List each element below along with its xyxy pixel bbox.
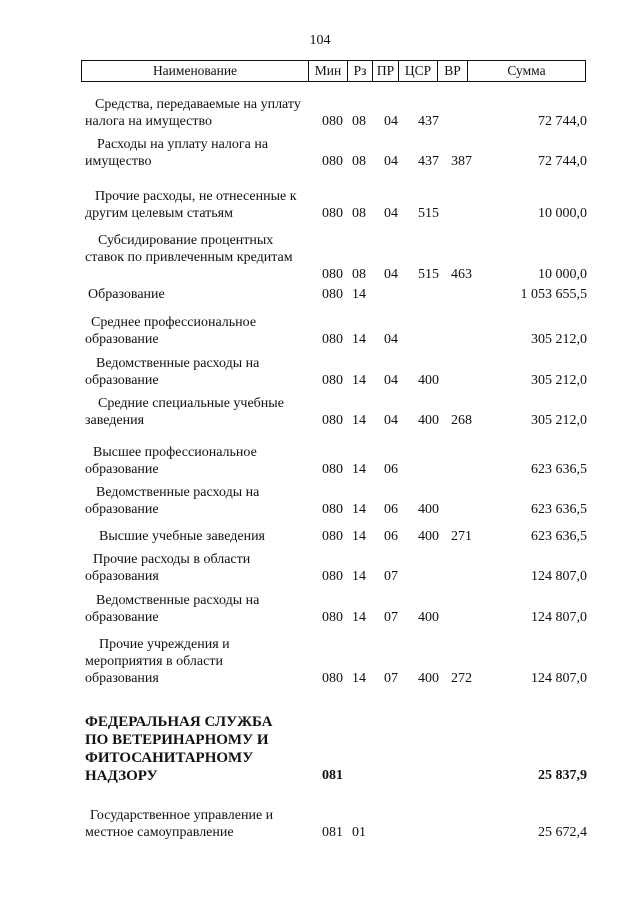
row-name: Расходы на уплату налога на имущество xyxy=(85,137,269,169)
row-rz: 14 xyxy=(352,332,366,347)
row-min: 080 xyxy=(322,154,343,169)
row-pr: 04 xyxy=(384,267,398,282)
row-rz: 01 xyxy=(352,825,366,840)
row-sum: 10 000,0 xyxy=(538,206,587,221)
row-name: Ведомственные расходы на образование xyxy=(85,593,260,625)
row-pr: 04 xyxy=(384,413,398,428)
row-min: 081 xyxy=(322,825,343,840)
row-name: Среднее профессиональное образование xyxy=(85,315,257,347)
row-sum: 25 837,9 xyxy=(538,768,587,783)
row-vr: 271 xyxy=(451,529,472,544)
row-pr: 04 xyxy=(384,332,398,347)
row-sum: 124 807,0 xyxy=(531,671,587,686)
row-rz: 14 xyxy=(352,569,366,584)
row-min: 080 xyxy=(322,373,343,388)
row-name: Прочие расходы, не отнесенные к другим целевым статьям xyxy=(85,189,297,221)
row-rz: 14 xyxy=(352,610,366,625)
row-csr: 437 xyxy=(418,114,439,129)
row-name: Ведомственные расходы на образование xyxy=(85,485,260,517)
row-min: 080 xyxy=(322,413,343,428)
row-csr: 400 xyxy=(418,529,439,544)
row-sum: 623 636,5 xyxy=(531,462,587,477)
row-min: 080 xyxy=(322,287,343,302)
row-csr: 400 xyxy=(418,671,439,686)
row-min: 080 xyxy=(322,610,343,625)
row-name: Прочие учреждения и мероприятия в области образования xyxy=(85,637,230,686)
row-sum: 10 000,0 xyxy=(538,267,587,282)
row-pr: 04 xyxy=(384,154,398,169)
row-sum: 1 053 655,5 xyxy=(520,287,587,302)
row-rz: 14 xyxy=(352,671,366,686)
row-name: Средства, передаваемые на уплату налога на имущество xyxy=(85,97,301,129)
row-min: 080 xyxy=(322,529,343,544)
row-rz: 14 xyxy=(352,462,366,477)
row-rz: 08 xyxy=(352,206,366,221)
row-pr: 04 xyxy=(384,373,398,388)
row-csr: 400 xyxy=(418,413,439,428)
row-min: 080 xyxy=(322,671,343,686)
row-pr: 07 xyxy=(384,610,398,625)
row-pr: 07 xyxy=(384,671,398,686)
header-sum: Сумма xyxy=(467,61,585,81)
row-name: Высшие учебные заведения xyxy=(99,529,265,544)
row-vr: 268 xyxy=(451,413,472,428)
row-sum: 25 672,4 xyxy=(538,825,587,840)
row-sum: 305 212,0 xyxy=(531,332,587,347)
row-pr: 06 xyxy=(384,462,398,477)
row-rz: 14 xyxy=(352,373,366,388)
row-csr: 515 xyxy=(418,267,439,282)
row-csr: 400 xyxy=(418,502,439,517)
header-min: Мин xyxy=(308,61,347,81)
row-rz: 08 xyxy=(352,267,366,282)
row-vr: 387 xyxy=(451,154,472,169)
row-csr: 400 xyxy=(418,610,439,625)
row-name: Средние специальные учебные заведения xyxy=(85,396,284,428)
row-rz: 14 xyxy=(352,529,366,544)
row-pr: 04 xyxy=(384,206,398,221)
header-pr: ПР xyxy=(372,61,398,81)
row-vr: 272 xyxy=(451,671,472,686)
row-sum: 124 807,0 xyxy=(531,610,587,625)
row-min: 080 xyxy=(322,332,343,347)
header-name: Наименование xyxy=(152,63,238,79)
row-name: Прочие расходы в области образования xyxy=(85,552,251,584)
page-number: 104 xyxy=(309,33,331,48)
header-vr: ВР xyxy=(437,61,467,81)
row-min: 080 xyxy=(322,267,343,282)
row-pr: 06 xyxy=(384,529,398,544)
row-rz: 14 xyxy=(352,287,366,302)
row-rz: 08 xyxy=(352,114,366,129)
row-rz: 08 xyxy=(352,154,366,169)
row-name: Ведомственные расходы на образование xyxy=(85,356,260,388)
agency-name: ФЕДЕРАЛЬНАЯ СЛУЖБА ПО ВЕТЕРИНАРНОМУ И ФИТОСАНИТАРНОМУ НАДЗОРУ xyxy=(85,714,273,784)
row-sum: 124 807,0 xyxy=(531,569,587,584)
row-name: Образование xyxy=(88,287,165,302)
row-min: 081 xyxy=(322,768,343,783)
row-min: 080 xyxy=(322,462,343,477)
row-min: 080 xyxy=(322,206,343,221)
row-pr: 07 xyxy=(384,569,398,584)
row-sum: 72 744,0 xyxy=(538,154,587,169)
row-min: 080 xyxy=(322,569,343,584)
row-pr: 06 xyxy=(384,502,398,517)
row-sum: 72 744,0 xyxy=(538,114,587,129)
row-name: Высшее профессиональное образование xyxy=(85,445,257,477)
header-rz: Рз xyxy=(347,61,372,81)
row-min: 080 xyxy=(322,502,343,517)
row-csr: 437 xyxy=(418,154,439,169)
row-csr: 515 xyxy=(418,206,439,221)
row-csr: 400 xyxy=(418,373,439,388)
row-vr: 463 xyxy=(451,267,472,282)
row-sum: 305 212,0 xyxy=(531,373,587,388)
row-name: Субсидирование процентных ставок по привлеченным кредитам xyxy=(85,233,293,265)
header-csr: ЦСР xyxy=(398,61,437,81)
row-name: Государственное управление и местное самоуправление xyxy=(85,808,274,840)
table-header xyxy=(81,60,586,82)
row-rz: 14 xyxy=(352,413,366,428)
row-min: 080 xyxy=(322,114,343,129)
row-sum: 305 212,0 xyxy=(531,413,587,428)
row-pr: 04 xyxy=(384,114,398,129)
row-rz: 14 xyxy=(352,502,366,517)
row-sum: 623 636,5 xyxy=(531,529,587,544)
row-sum: 623 636,5 xyxy=(531,502,587,517)
